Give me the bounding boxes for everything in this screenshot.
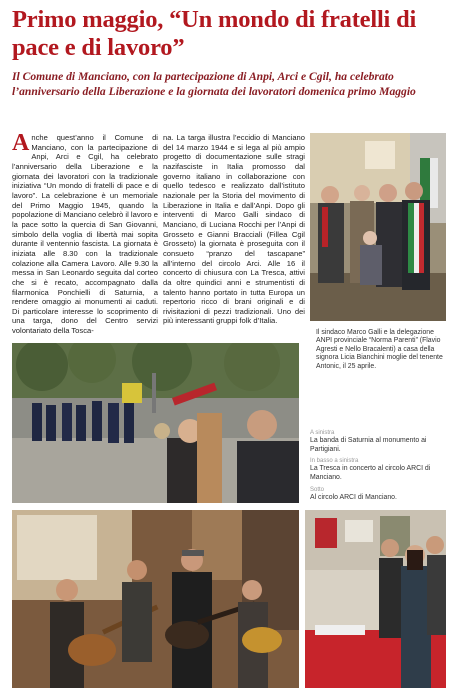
caption-circolo xyxy=(310,487,446,503)
standfirst: Il Comune di Manciano, con la partecipazione di Anpi, Arci e Cgil, ha celebrato l’anniversario della Liberazione e la giornata dei lavoratori domenica primo Maggio xyxy=(12,70,416,98)
article-column-1 xyxy=(12,130,158,336)
caption-circolo-text: Al circolo ARCI di Manciano. xyxy=(310,494,397,502)
photo-la-tresca-concert xyxy=(12,510,299,688)
column-1-text: nche quest’anno il Comune di Manciano, con la partecipazione di Anpi, Arci e Cgil, ha celebrato l’anniversario della Liberazione e la giornata dei lavoratori con la tradizionale iniziativa “Un mondo di fratelli di pace e di lavoro”. La celebrazione è un memoriale del Primo Maggio 1945, quando la popolazione di Manciano celebrò il lavoro e la pace sotto la quercia di San Giovanni, simbolo della voglia di libertà mai sopita durante il ventennio fascista. La giornata è iniziata alle 8.30 con la tradizionale colazione alla Camera Lavoro. Alle 9.30 la messa in San Leonardo seguita dal corteo che si è recato, accompagnato dalla filarmonica Ponchielli di Saturnia, a rendere omaggio ai monumenti ai caduti. Di particolare interesse lo scoprimento di una targa, dono del Centro servizi volontariato della Tosca- xyxy=(12,133,158,336)
caption-mayor-delegation: Il sindaco Marco Galli e la delegazione ANPI provinciale “Norma Parenti” (Flavio Agresti e Nello Bracalenti) a casa della signora Licia Bianchini moglie del tenente Antonic, il 25 aprile. xyxy=(316,329,443,370)
photo-arci-circle xyxy=(305,510,446,688)
drop-cap: A xyxy=(12,130,30,156)
photo-band-monument xyxy=(12,343,299,503)
caption-circolo-label: Sotto xyxy=(310,487,325,493)
caption-band-text: La banda di Saturnia al monumento ai Partigiani. xyxy=(310,437,427,453)
caption-concert-text: La Tresca in concerto al circolo ARCI di Manciano. xyxy=(310,465,431,481)
photo-mayor-delegation xyxy=(310,133,446,321)
article-column-2: na. La targa illustra l’eccidio di Manciano del 14 marzo 1944 e si lega al più ampio progetto di documentazione sulle stragi nazifasciste in Italia promosso dal governo italiano in collaborazione con quello tedesco e realizzato dall’istituto nazionale per la Storia del movimento di Liberazione in Italia e dall’Anpi. Dopo gli interventi di Marco Galli sindaco di Manciano, di Luciana Rocchi per l’Anpi di Grosseto e Gianni Bracciali (Fillea Cgil Grosseto) la giornata è proseguita con il consueto “pranzo del tascapane” all’interno del circolo Arci. Alle 16 il concerto di chiusura con La Tresca, attivi da oltre quindici anni e strumentisti di talento hanno portato in tutta Europa un repertorio ricco di brani originali e di rivisitazioni di pezzi tradizionali. Uno dei più interessanti gruppi folk d’Italia. xyxy=(163,133,305,326)
caption-concert xyxy=(310,458,446,482)
caption-band-label: A sinistra xyxy=(310,430,335,436)
headline: Primo maggio, “Un mondo di fratelli di pace e di lavoro” xyxy=(12,6,417,61)
caption-concert-label: In basso a sinistra xyxy=(310,458,359,464)
caption-band xyxy=(310,430,446,454)
